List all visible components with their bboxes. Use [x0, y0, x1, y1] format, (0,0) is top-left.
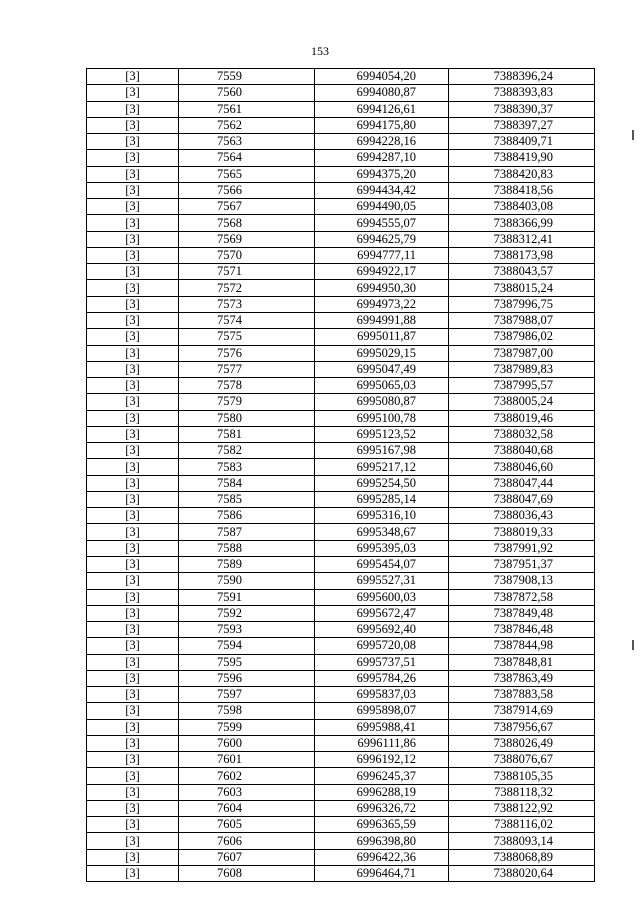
table-row: [87, 150, 595, 166]
table-row: [87, 540, 595, 556]
y-coordinate-cell: 7388419,90: [449, 150, 595, 166]
table-row: [87, 719, 595, 735]
x-coordinate-cell: 6994973,22: [315, 296, 449, 312]
table-row: [87, 833, 595, 849]
table-row: [87, 573, 595, 589]
table-row: [87, 378, 595, 394]
source-ref-cell: [3]: [87, 508, 179, 524]
source-ref-cell: [3]: [87, 134, 179, 150]
y-coordinate-cell: 7387883,58: [449, 687, 595, 703]
table-row: [87, 134, 595, 150]
table-row: [87, 654, 595, 670]
x-coordinate-cell: 6994555,07: [315, 215, 449, 231]
point-number-cell: 7559: [179, 69, 315, 85]
source-ref-cell: [3]: [87, 329, 179, 345]
x-coordinate-cell: 6996464,71: [315, 866, 449, 882]
point-number-cell: 7591: [179, 589, 315, 605]
table-row: [87, 622, 595, 638]
point-number-cell: 7590: [179, 573, 315, 589]
point-number-cell: 7581: [179, 426, 315, 442]
point-number-cell: 7602: [179, 768, 315, 784]
table-row: [87, 296, 595, 312]
point-number-cell: 7568: [179, 215, 315, 231]
y-coordinate-cell: 7387872,58: [449, 589, 595, 605]
source-ref-cell: [3]: [87, 182, 179, 198]
point-number-cell: 7589: [179, 556, 315, 572]
source-ref-cell: [3]: [87, 638, 179, 654]
y-coordinate-cell: 7388122,92: [449, 800, 595, 816]
x-coordinate-cell: 6995737,51: [315, 654, 449, 670]
table-row: [87, 475, 595, 491]
point-number-cell: 7582: [179, 443, 315, 459]
table-row: [87, 866, 595, 882]
source-ref-cell: [3]: [87, 215, 179, 231]
y-coordinate-cell: 7387987,00: [449, 345, 595, 361]
table-row: [87, 199, 595, 215]
x-coordinate-cell: 6994228,16: [315, 134, 449, 150]
source-ref-cell: [3]: [87, 296, 179, 312]
point-number-cell: 7592: [179, 605, 315, 621]
source-ref-cell: [3]: [87, 573, 179, 589]
scan-margin-mark: [632, 130, 634, 140]
source-ref-cell: [3]: [87, 410, 179, 426]
point-number-cell: 7571: [179, 264, 315, 280]
point-number-cell: 7604: [179, 800, 315, 816]
point-number-cell: 7560: [179, 85, 315, 101]
y-coordinate-cell: 7388046,60: [449, 459, 595, 475]
source-ref-cell: [3]: [87, 735, 179, 751]
source-ref-cell: [3]: [87, 475, 179, 491]
x-coordinate-cell: 6994287,10: [315, 150, 449, 166]
y-coordinate-cell: 7388068,89: [449, 849, 595, 865]
point-number-cell: 7577: [179, 361, 315, 377]
x-coordinate-cell: 6995692,40: [315, 622, 449, 638]
y-coordinate-cell: 7388036,43: [449, 508, 595, 524]
y-coordinate-cell: 7387988,07: [449, 312, 595, 328]
point-number-cell: 7584: [179, 475, 315, 491]
table-row: [87, 231, 595, 247]
source-ref-cell: [3]: [87, 345, 179, 361]
y-coordinate-cell: 7387989,83: [449, 361, 595, 377]
x-coordinate-cell: 6996192,12: [315, 752, 449, 768]
x-coordinate-cell: 6995123,52: [315, 426, 449, 442]
table-row: [87, 735, 595, 751]
table-row: [87, 687, 595, 703]
point-number-cell: 7598: [179, 703, 315, 719]
x-coordinate-cell: 6996288,19: [315, 784, 449, 800]
y-coordinate-cell: 7388420,83: [449, 166, 595, 182]
x-coordinate-cell: 6995100,78: [315, 410, 449, 426]
table-row: [87, 264, 595, 280]
table-row: [87, 459, 595, 475]
source-ref-cell: [3]: [87, 800, 179, 816]
y-coordinate-cell: 7388043,57: [449, 264, 595, 280]
point-number-cell: 7575: [179, 329, 315, 345]
y-coordinate-cell: 7388118,32: [449, 784, 595, 800]
table-row: [87, 784, 595, 800]
table-row: [87, 670, 595, 686]
y-coordinate-cell: 7387951,37: [449, 556, 595, 572]
table-row: [87, 345, 595, 361]
source-ref-cell: [3]: [87, 394, 179, 410]
x-coordinate-cell: 6994950,30: [315, 280, 449, 296]
source-ref-cell: [3]: [87, 231, 179, 247]
x-coordinate-cell: 6996365,59: [315, 817, 449, 833]
table-row: [87, 329, 595, 345]
point-number-cell: 7574: [179, 312, 315, 328]
point-number-cell: 7565: [179, 166, 315, 182]
y-coordinate-cell: 7387863,49: [449, 670, 595, 686]
y-coordinate-cell: 7388076,67: [449, 752, 595, 768]
point-number-cell: 7587: [179, 524, 315, 540]
x-coordinate-cell: 6994054,20: [315, 69, 449, 85]
y-coordinate-cell: 7388015,24: [449, 280, 595, 296]
y-coordinate-cell: 7388105,35: [449, 768, 595, 784]
y-coordinate-cell: 7387848,81: [449, 654, 595, 670]
table-row: [87, 800, 595, 816]
x-coordinate-cell: 6994175,80: [315, 117, 449, 133]
source-ref-cell: [3]: [87, 443, 179, 459]
point-number-cell: 7606: [179, 833, 315, 849]
source-ref-cell: [3]: [87, 117, 179, 133]
y-coordinate-cell: 7388396,24: [449, 69, 595, 85]
table-row: [87, 638, 595, 654]
source-ref-cell: [3]: [87, 378, 179, 394]
y-coordinate-cell: 7388390,37: [449, 101, 595, 117]
source-ref-cell: [3]: [87, 426, 179, 442]
source-ref-cell: [3]: [87, 312, 179, 328]
x-coordinate-cell: 6995395,03: [315, 540, 449, 556]
source-ref-cell: [3]: [87, 524, 179, 540]
source-ref-cell: [3]: [87, 540, 179, 556]
y-coordinate-cell: 7388019,46: [449, 410, 595, 426]
table-row: [87, 247, 595, 263]
y-coordinate-cell: 7387846,48: [449, 622, 595, 638]
source-ref-cell: [3]: [87, 817, 179, 833]
x-coordinate-cell: 6995837,03: [315, 687, 449, 703]
source-ref-cell: [3]: [87, 622, 179, 638]
source-ref-cell: [3]: [87, 459, 179, 475]
table-row: [87, 117, 595, 133]
point-number-cell: 7608: [179, 866, 315, 882]
y-coordinate-cell: 7388026,49: [449, 735, 595, 751]
source-ref-cell: [3]: [87, 784, 179, 800]
y-coordinate-cell: 7388040,68: [449, 443, 595, 459]
point-number-cell: 7563: [179, 134, 315, 150]
point-number-cell: 7603: [179, 784, 315, 800]
point-number-cell: 7573: [179, 296, 315, 312]
coordinates-table: [86, 68, 595, 882]
y-coordinate-cell: 7387908,13: [449, 573, 595, 589]
source-ref-cell: [3]: [87, 833, 179, 849]
x-coordinate-cell: 6995080,87: [315, 394, 449, 410]
x-coordinate-cell: 6994126,61: [315, 101, 449, 117]
point-number-cell: 7561: [179, 101, 315, 117]
source-ref-cell: [3]: [87, 101, 179, 117]
x-coordinate-cell: 6995047,49: [315, 361, 449, 377]
table-row: [87, 556, 595, 572]
y-coordinate-cell: 7388403,08: [449, 199, 595, 215]
x-coordinate-cell: 6996398,80: [315, 833, 449, 849]
table-row: [87, 361, 595, 377]
y-coordinate-cell: 7388418,56: [449, 182, 595, 198]
y-coordinate-cell: 7388032,58: [449, 426, 595, 442]
table-row: [87, 85, 595, 101]
y-coordinate-cell: 7387995,57: [449, 378, 595, 394]
y-coordinate-cell: 7387956,67: [449, 719, 595, 735]
source-ref-cell: [3]: [87, 703, 179, 719]
table-row: [87, 605, 595, 621]
y-coordinate-cell: 7387991,92: [449, 540, 595, 556]
source-ref-cell: [3]: [87, 556, 179, 572]
point-number-cell: 7605: [179, 817, 315, 833]
x-coordinate-cell: 6995011,87: [315, 329, 449, 345]
table-row: [87, 69, 595, 85]
point-number-cell: 7580: [179, 410, 315, 426]
table-row: [87, 703, 595, 719]
y-coordinate-cell: 7387914,69: [449, 703, 595, 719]
point-number-cell: 7595: [179, 654, 315, 670]
x-coordinate-cell: 6995254,50: [315, 475, 449, 491]
table-row: [87, 215, 595, 231]
table-row: [87, 508, 595, 524]
y-coordinate-cell: 7387986,02: [449, 329, 595, 345]
source-ref-cell: [3]: [87, 69, 179, 85]
x-coordinate-cell: 6995167,98: [315, 443, 449, 459]
x-coordinate-cell: 6996111,86: [315, 735, 449, 751]
x-coordinate-cell: 6995672,47: [315, 605, 449, 621]
x-coordinate-cell: 6995029,15: [315, 345, 449, 361]
y-coordinate-cell: 7388116,02: [449, 817, 595, 833]
x-coordinate-cell: 6995527,31: [315, 573, 449, 589]
point-number-cell: 7562: [179, 117, 315, 133]
source-ref-cell: [3]: [87, 605, 179, 621]
source-ref-cell: [3]: [87, 752, 179, 768]
point-number-cell: 7572: [179, 280, 315, 296]
x-coordinate-cell: 6995217,12: [315, 459, 449, 475]
source-ref-cell: [3]: [87, 85, 179, 101]
x-coordinate-cell: 6995454,07: [315, 556, 449, 572]
source-ref-cell: [3]: [87, 849, 179, 865]
y-coordinate-cell: 7387849,48: [449, 605, 595, 621]
y-coordinate-cell: 7388093,14: [449, 833, 595, 849]
point-number-cell: 7607: [179, 849, 315, 865]
y-coordinate-cell: 7388312,41: [449, 231, 595, 247]
x-coordinate-cell: 6995784,26: [315, 670, 449, 686]
x-coordinate-cell: 6994080,87: [315, 85, 449, 101]
point-number-cell: 7599: [179, 719, 315, 735]
point-number-cell: 7585: [179, 491, 315, 507]
table-row: [87, 394, 595, 410]
source-ref-cell: [3]: [87, 589, 179, 605]
y-coordinate-cell: 7388173,98: [449, 247, 595, 263]
y-coordinate-cell: 7388047,69: [449, 491, 595, 507]
x-coordinate-cell: 6994434,42: [315, 182, 449, 198]
point-number-cell: 7579: [179, 394, 315, 410]
table-row: [87, 817, 595, 833]
x-coordinate-cell: 6994490,05: [315, 199, 449, 215]
x-coordinate-cell: 6995316,10: [315, 508, 449, 524]
table-row: [87, 410, 595, 426]
table-row: [87, 443, 595, 459]
source-ref-cell: [3]: [87, 687, 179, 703]
point-number-cell: 7583: [179, 459, 315, 475]
point-number-cell: 7593: [179, 622, 315, 638]
point-number-cell: 7570: [179, 247, 315, 263]
x-coordinate-cell: 6994991,88: [315, 312, 449, 328]
y-coordinate-cell: 7387844,98: [449, 638, 595, 654]
point-number-cell: 7600: [179, 735, 315, 751]
table-row: [87, 182, 595, 198]
x-coordinate-cell: 6995898,07: [315, 703, 449, 719]
point-number-cell: 7597: [179, 687, 315, 703]
table-row: [87, 426, 595, 442]
source-ref-cell: [3]: [87, 247, 179, 263]
source-ref-cell: [3]: [87, 670, 179, 686]
table-row: [87, 849, 595, 865]
source-ref-cell: [3]: [87, 199, 179, 215]
point-number-cell: 7596: [179, 670, 315, 686]
point-number-cell: 7601: [179, 752, 315, 768]
point-number-cell: 7567: [179, 199, 315, 215]
table-row: [87, 101, 595, 117]
point-number-cell: 7576: [179, 345, 315, 361]
page-number: 153: [311, 44, 329, 58]
y-coordinate-cell: 7388005,24: [449, 394, 595, 410]
point-number-cell: 7569: [179, 231, 315, 247]
source-ref-cell: [3]: [87, 491, 179, 507]
point-number-cell: 7566: [179, 182, 315, 198]
x-coordinate-cell: 6994922,17: [315, 264, 449, 280]
point-number-cell: 7588: [179, 540, 315, 556]
source-ref-cell: [3]: [87, 150, 179, 166]
table-row: [87, 768, 595, 784]
y-coordinate-cell: 7387996,75: [449, 296, 595, 312]
y-coordinate-cell: 7388366,99: [449, 215, 595, 231]
x-coordinate-cell: 6994777,11: [315, 247, 449, 263]
x-coordinate-cell: 6995720,08: [315, 638, 449, 654]
x-coordinate-cell: 6995988,41: [315, 719, 449, 735]
table-row: [87, 166, 595, 182]
scan-margin-mark: [632, 640, 634, 650]
table-row: [87, 752, 595, 768]
x-coordinate-cell: 6996326,72: [315, 800, 449, 816]
table-row: [87, 524, 595, 540]
y-coordinate-cell: 7388020,64: [449, 866, 595, 882]
point-number-cell: 7564: [179, 150, 315, 166]
source-ref-cell: [3]: [87, 768, 179, 784]
x-coordinate-cell: 6994625,79: [315, 231, 449, 247]
x-coordinate-cell: 6995285,14: [315, 491, 449, 507]
y-coordinate-cell: 7388047,44: [449, 475, 595, 491]
y-coordinate-cell: 7388019,33: [449, 524, 595, 540]
point-number-cell: 7578: [179, 378, 315, 394]
source-ref-cell: [3]: [87, 719, 179, 735]
y-coordinate-cell: 7388409,71: [449, 134, 595, 150]
source-ref-cell: [3]: [87, 264, 179, 280]
coordinates-table-body: [87, 69, 595, 882]
table-row: [87, 280, 595, 296]
x-coordinate-cell: 6994375,20: [315, 166, 449, 182]
source-ref-cell: [3]: [87, 866, 179, 882]
table-row: [87, 491, 595, 507]
source-ref-cell: [3]: [87, 166, 179, 182]
x-coordinate-cell: 6995348,67: [315, 524, 449, 540]
point-number-cell: 7594: [179, 638, 315, 654]
x-coordinate-cell: 6996245,37: [315, 768, 449, 784]
x-coordinate-cell: 6995600,03: [315, 589, 449, 605]
point-number-cell: 7586: [179, 508, 315, 524]
y-coordinate-cell: 7388393,83: [449, 85, 595, 101]
source-ref-cell: [3]: [87, 280, 179, 296]
source-ref-cell: [3]: [87, 654, 179, 670]
x-coordinate-cell: 6995065,03: [315, 378, 449, 394]
y-coordinate-cell: 7388397,27: [449, 117, 595, 133]
source-ref-cell: [3]: [87, 361, 179, 377]
table-row: [87, 312, 595, 328]
x-coordinate-cell: 6996422,36: [315, 849, 449, 865]
table-row: [87, 589, 595, 605]
